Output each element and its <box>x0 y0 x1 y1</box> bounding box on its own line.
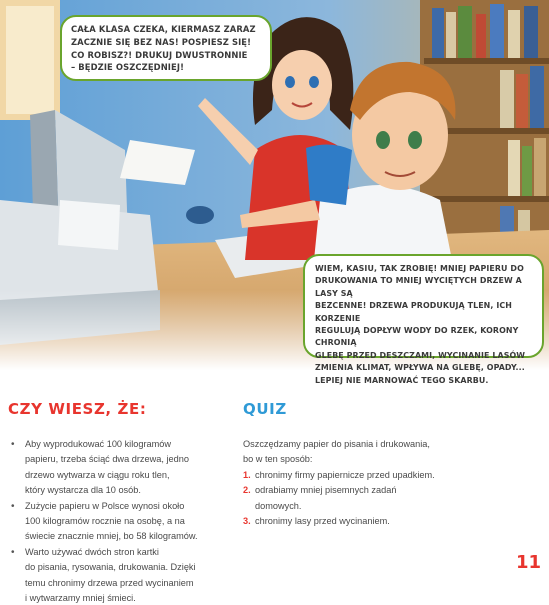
facts-heading: CZY WIESZ, ŻE: <box>8 400 147 418</box>
bubble-girl-line: CO ROBISZ?! DRUKUJ DWUSTRONNIE <box>71 49 248 60</box>
quiz-option-1[interactable] <box>243 468 493 483</box>
bubble-boy-line: WIEM, KASIU, TAK ZROBIĘ! MNIEJ PAPIERU DO <box>315 264 524 273</box>
quiz-intro-line: Oszczędzamy papier do pisania i drukowania, <box>243 439 430 449</box>
quiz-option-text: domowych. <box>255 500 302 511</box>
speech-bubble-boy <box>303 254 544 385</box>
bubble-boy-line: REGULUJĄ DOPŁYW WODY DO RZEK, KORONY CHRONIĄ <box>315 326 519 348</box>
quiz-option-text: chronimy firmy papiernicze przed upadkiem. <box>255 469 435 480</box>
fact-line: papieru, trzeba ściąć dwa drzewa, jedno <box>25 454 189 465</box>
fact-line: który wystarcza dla 10 osób. <box>25 485 141 496</box>
quiz-intro-line: bo w ten sposób: <box>243 454 313 465</box>
bubble-boy-line: LEPIEJ NIE MARNOWAĆ TEGO SKARBU. <box>315 375 489 385</box>
bubble-boy-line: ZMIENIA KLIMAT, WPŁYWA NA GLEBĘ, OPADY... <box>315 363 525 373</box>
bubble-girl-line: CAŁA KLASA CZEKA, KIERMASZ ZARAZ <box>71 24 256 34</box>
bubble-boy-line: DRUKOWANIA TO MNIEJ WYCIĘTYCH DRZEW A LASY SĄ <box>315 276 522 298</box>
quiz-option-text: chronimy lasy przed wycinaniem. <box>255 516 390 527</box>
quiz-option-number: 2. <box>243 485 251 496</box>
quiz-option-number: 1. <box>243 469 251 480</box>
quiz-options <box>243 468 493 530</box>
bubble-girl-line: ZACZNIE SIĘ BEZ NAS! POSPIESZ SIĘ! <box>71 36 252 47</box>
fact-line: drzewo wytwarza w ciągu roku tlen, <box>25 469 170 480</box>
fact-line: • Aby wyprodukować 100 kilogramów <box>25 439 172 449</box>
quiz-option-text: odrabiamy mniej pisemnych zadań <box>255 485 397 496</box>
fact-item <box>10 545 235 605</box>
bubble-boy-line: BEZCENNE! DRZEWA PRODUKUJĄ TLEN, ICH KORZENIE <box>315 301 512 323</box>
quiz-heading: QUIZ <box>243 400 287 418</box>
page-number: 11 <box>516 552 542 573</box>
fact-item <box>10 499 235 545</box>
fact-line: 100 kilogramów rocznie na osobę, a na <box>25 516 185 527</box>
quiz-block <box>243 437 493 529</box>
fact-item <box>10 437 235 499</box>
fact-line: • Warto używać dwóch stron kartki <box>25 546 159 557</box>
facts-list <box>10 437 235 605</box>
fact-line: do pisania, rysowania, drukowania. Dzięki <box>25 562 196 573</box>
fact-line: temu chronimy drzewa przed wycinaniem <box>25 577 194 588</box>
speech-bubble-girl <box>60 15 272 81</box>
fact-line: i wytwarzamy mniej śmieci. <box>25 593 136 604</box>
quiz-option-2[interactable] <box>243 483 493 514</box>
fact-line: świecie znacznie mniej, bo 58 kilogramów. <box>25 531 198 542</box>
bubble-girl-line: – BĘDZIE OSZCZĘDNIEJ! <box>71 62 184 73</box>
bubble-boy-line: GLEBĘ PRZED DESZCZAMI, WYCINANIE LASÓW <box>315 350 526 360</box>
quiz-option-3[interactable] <box>243 514 493 529</box>
fact-line: • Zużycie papieru w Polsce wynosi około <box>25 500 185 511</box>
quiz-option-number: 3. <box>243 516 251 527</box>
computer-mouse <box>186 206 214 224</box>
